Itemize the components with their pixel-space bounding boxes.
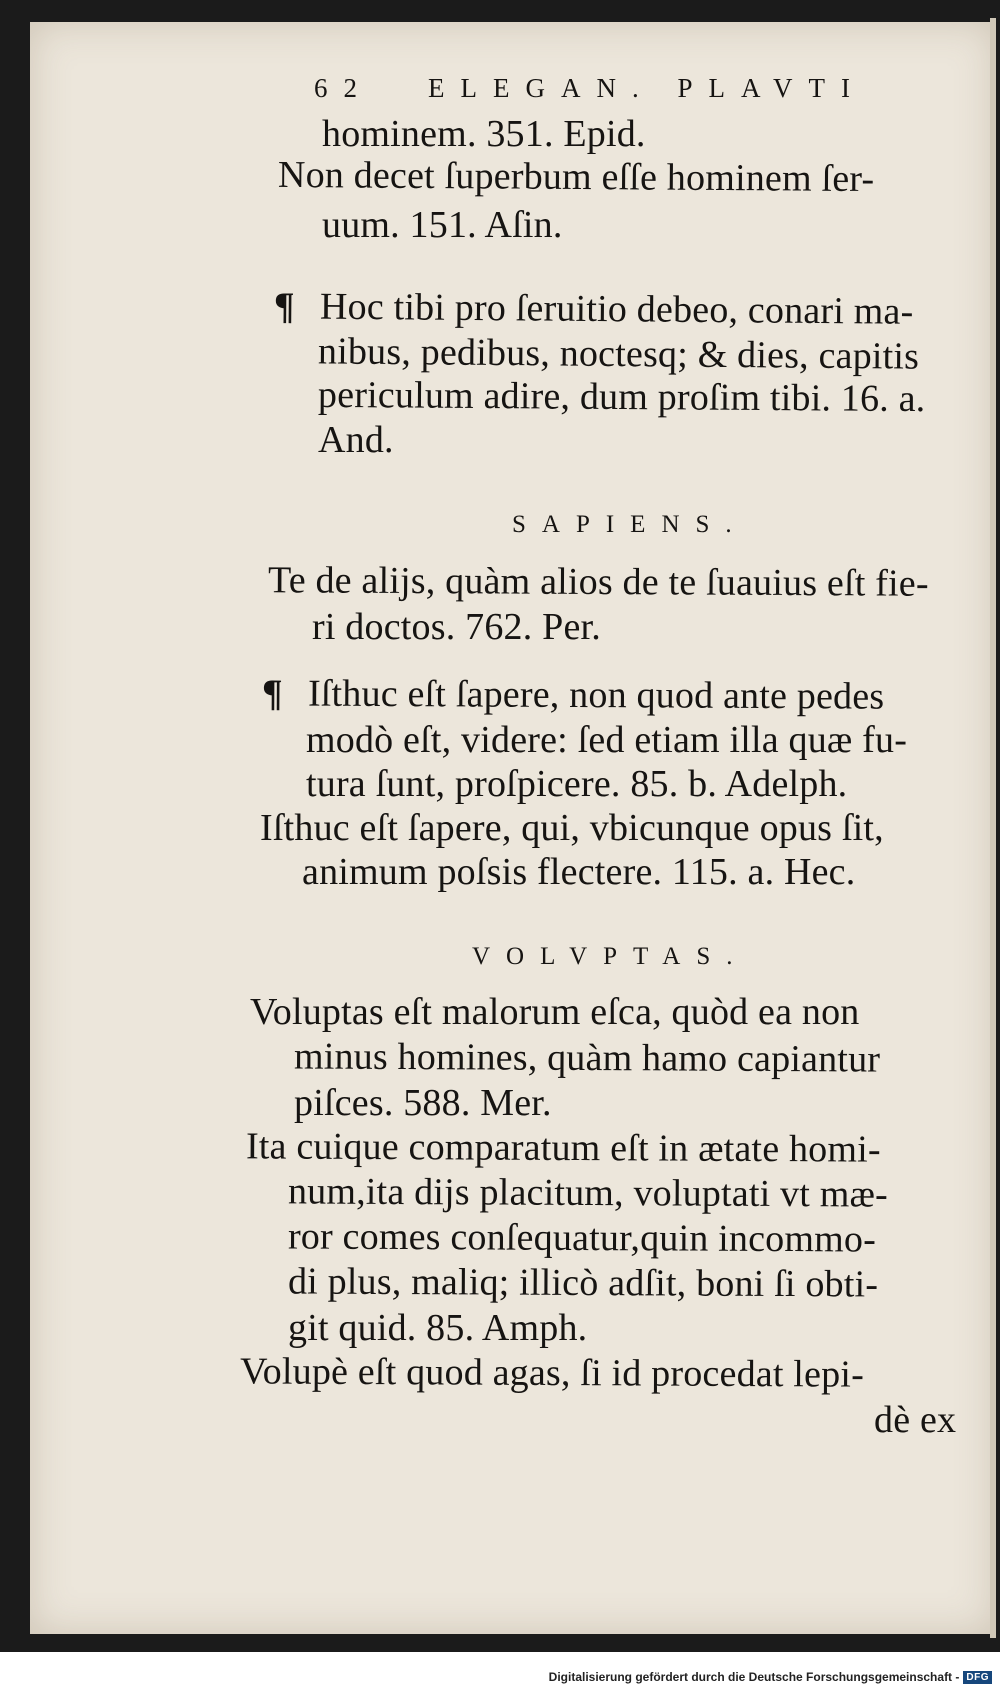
text-line: Voluptas eſt malorum eſca, quòd ea non xyxy=(250,991,860,1033)
digitization-credit xyxy=(549,1668,992,1686)
text-line: Iſthuc eſt ſapere, qui, vbicunque opus ſit, xyxy=(260,807,884,849)
text-line: animum poſsis flectere. 115. a. Hec. xyxy=(302,851,856,893)
text-line: Iſthuc eſt ſapere, non quod ante pedes xyxy=(307,672,885,718)
section-heading-sapiens: SAPIENS. xyxy=(512,511,748,538)
text-line: Ita cuique comparatum eſt in ætate homi- xyxy=(245,1125,881,1171)
text-line: Non decet ſuperbum eſſe hominem ſer- xyxy=(277,153,875,201)
text-line: git quid. 85. Amph. xyxy=(288,1307,588,1349)
text-line: ror comes conſequatur,quin incommo- xyxy=(287,1215,877,1261)
catchword: dè ex xyxy=(874,1399,957,1441)
page-edge xyxy=(990,18,996,1638)
text-line: minus homines, quàm hamo capiantur xyxy=(293,1035,881,1081)
pilcrow-mark: ¶ xyxy=(261,672,283,715)
text-line: tura ſunt, proſpicere. 85. b. Adelph. xyxy=(306,763,848,805)
text-line: num,ita dijs placitum, voluptati vt mæ- xyxy=(287,1170,889,1216)
section-heading-voluptas: VOLVPTAS. xyxy=(472,943,749,970)
text-line: piſces. 588. Mer. xyxy=(294,1082,552,1124)
text-line: hominem. 351. Epid. xyxy=(322,113,646,155)
pilcrow-mark: ¶ xyxy=(273,285,295,328)
paragraph-first-line xyxy=(262,671,885,718)
paragraph-first-line xyxy=(274,284,914,334)
page-number: 62 xyxy=(314,73,373,103)
text-line: nibus, pedibus, noctesq; & dies, capitis xyxy=(317,330,920,378)
text-line: Hoc tibi pro ſeruitio debeo, conari ma- xyxy=(319,285,914,333)
text-line: Te de alijs, quàm alios de te ſuauius eſt fie- xyxy=(267,559,929,605)
running-title: ELEGAN. PLAVTI xyxy=(428,73,866,103)
text-line: ri doctos. 762. Per. xyxy=(312,606,601,648)
text-line: periculum adire, dum proſim tibi. 16. a. xyxy=(317,373,926,421)
dfg-logo: DFG xyxy=(963,1671,992,1684)
credit-text: Digitalisierung gefördert durch die Deutsche Forschungsgemeinschaft - xyxy=(548,1670,960,1684)
text-line: uum. 151. Aſin. xyxy=(322,204,563,246)
text-line: Volupè eſt quod agas, ſi id procedat lepi- xyxy=(239,1350,865,1396)
text-line: modò eſt, videre: ſed etiam illa quæ fu- xyxy=(306,719,908,761)
text-line: And. xyxy=(318,419,394,461)
text-line: di plus, maliq; illicò adſit, boni ſi obti- xyxy=(287,1260,879,1306)
